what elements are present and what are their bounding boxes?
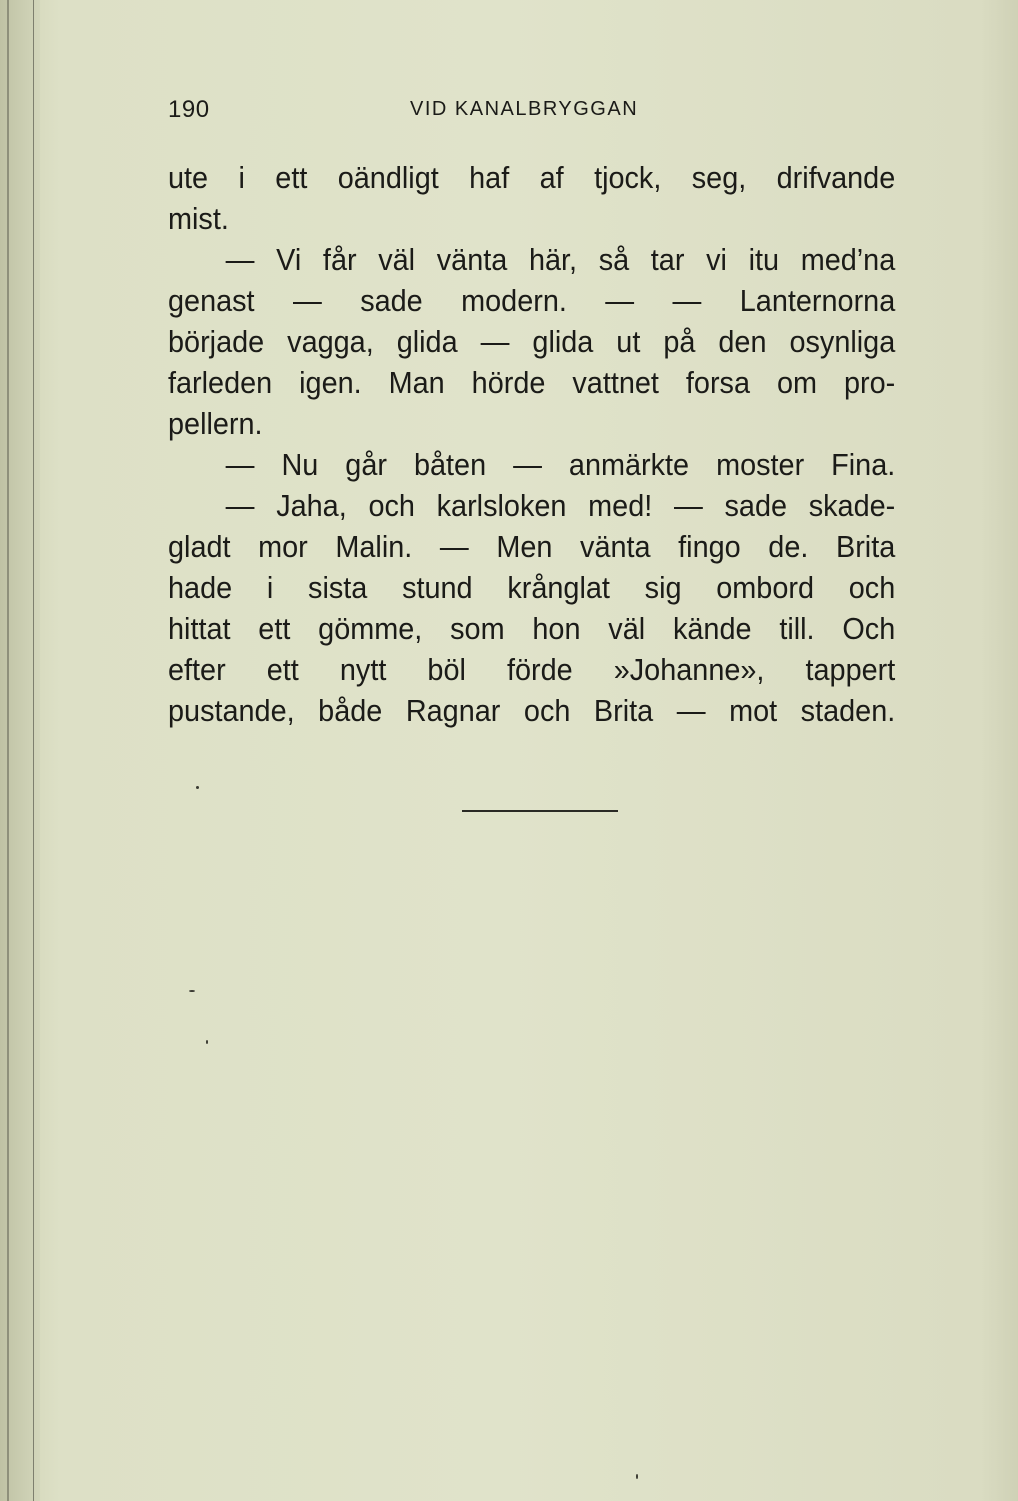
text-line: farleden igen. Man hörde vattnet forsa om pro- — [168, 365, 896, 400]
text-line: — Nu går båten — anmärkte moster Fina. — [225, 447, 896, 482]
text-line: — Vi får väl vänta här, så tar vi itu med’na — [225, 242, 896, 277]
paper-speck — [189, 990, 195, 992]
text-line: hade i sista stund krånglat sig ombord och — [168, 570, 896, 605]
text-line: pellern. — [168, 406, 263, 441]
gutter-line — [7, 0, 9, 1501]
paper-speck — [206, 1040, 208, 1044]
text-line: efter ett nytt böl förde »Johanne», tappert — [168, 652, 896, 687]
text-line: mist. — [168, 201, 229, 236]
paper-speck — [196, 786, 199, 789]
text-line: började vagga, glida — glida ut på den osynliga — [168, 324, 896, 359]
end-of-chapter-rule — [462, 810, 618, 812]
running-head: VID KANALBRYGGAN — [410, 98, 639, 120]
body-text — [168, 157, 895, 731]
page-number: 190 — [168, 96, 210, 123]
page-header — [168, 96, 898, 130]
text-line: pustande, både Ragnar och Brita — mot staden. — [168, 693, 896, 728]
text-line: ute i ett oändligt haf af tjock, seg, drifvande — [168, 160, 896, 195]
gutter-line — [33, 0, 34, 1501]
book-gutter — [0, 0, 40, 1501]
text-line: genast — sade modern. — — Lanternorna — [168, 283, 896, 318]
text-line: gladt mor Malin. — Men vänta fingo de. Brita — [168, 529, 896, 564]
paper-speck — [636, 1474, 638, 1479]
text-line: hittat ett gömme, som hon väl kände till. Och — [168, 611, 896, 646]
text-line: — Jaha, och karlsloken med! — sade skade- — [225, 488, 896, 523]
